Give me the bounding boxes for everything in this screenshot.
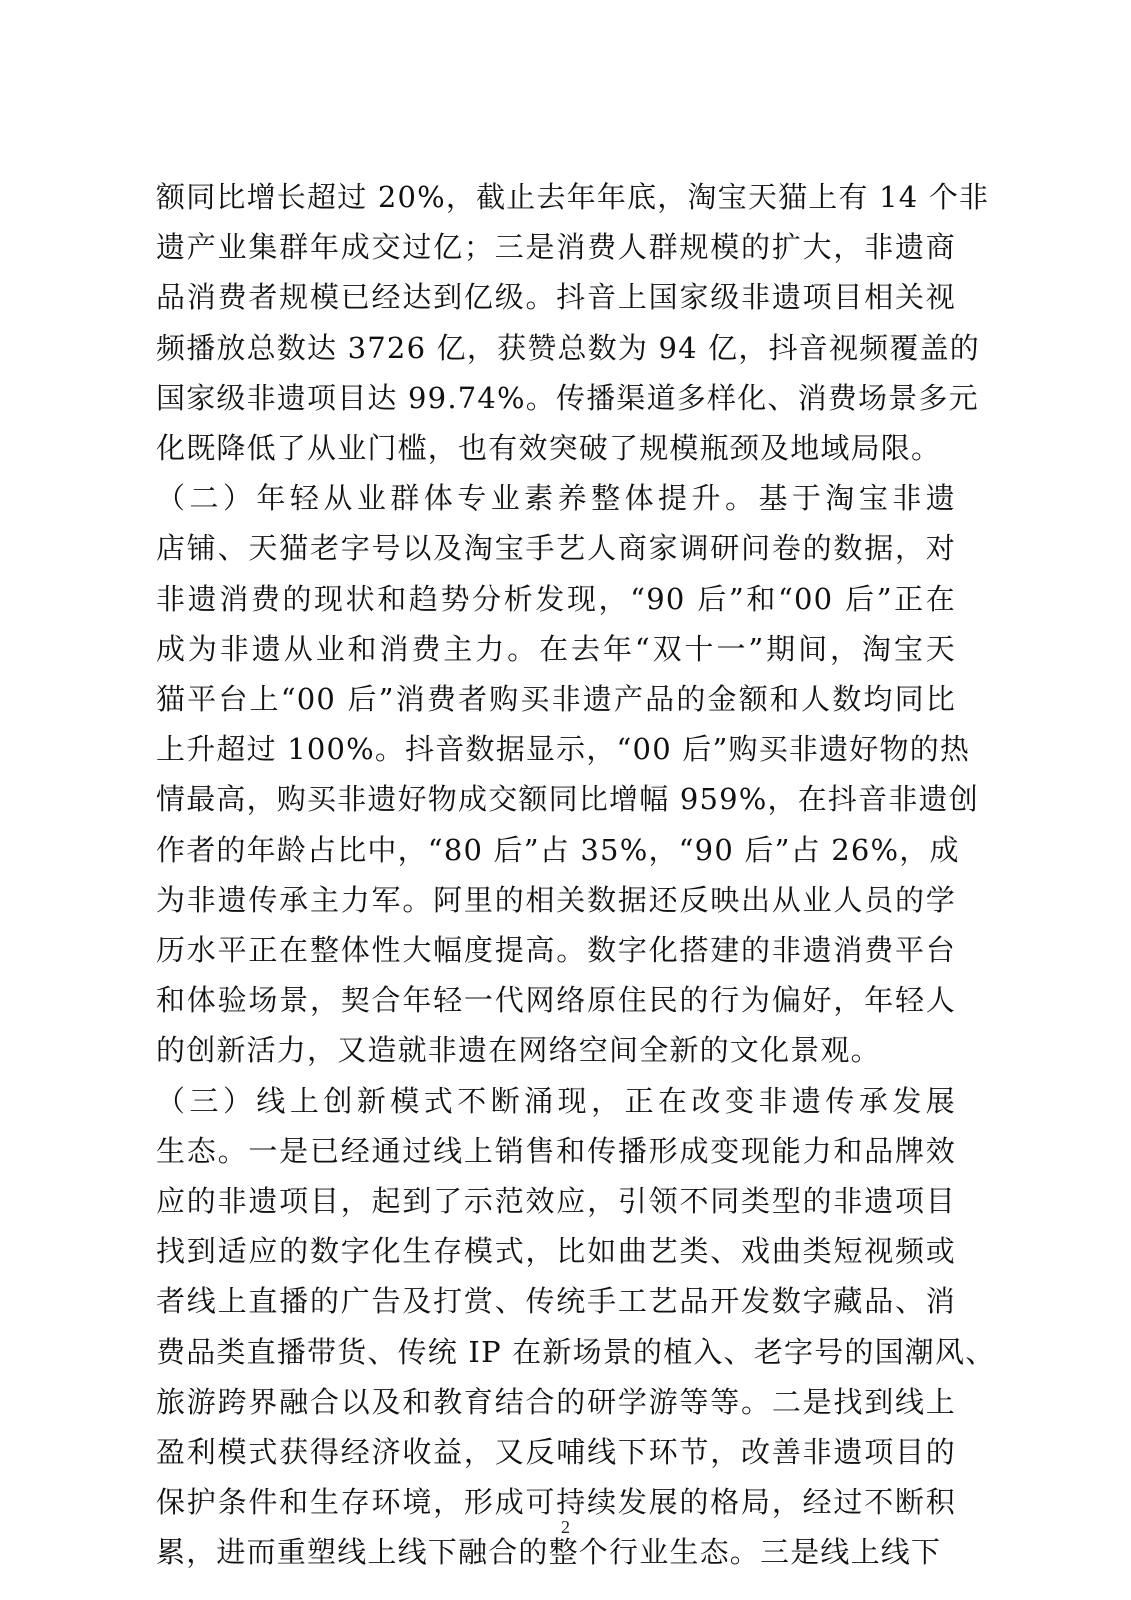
page-number: 2 <box>561 1517 570 1537</box>
text-line: 国家级非遗项目达 99.74%。传播渠道多样化、消费场景多元 <box>156 380 979 415</box>
body-text <box>156 172 996 1578</box>
text-line: 费品类直播带货、传统 IP 在新场景的植入、老字号的国潮风、 <box>156 1334 996 1369</box>
text-line: 品消费者规模已经达到亿级。抖音上国家级非遗项目相关视 <box>156 280 956 315</box>
text-line: 和体验场景，契合年轻一代网络原住民的行为偏好，年轻人 <box>156 983 956 1018</box>
text-line: （二）年轻从业群体专业素养整体提升。基于淘宝非遗 <box>156 481 956 516</box>
text-line: 生态。一是已经通过线上销售和传播形成变现能力和品牌效 <box>156 1133 956 1168</box>
text-line: 保护条件和生存环境，形成可持续发展的格局，经过不断积 <box>156 1485 956 1520</box>
text-line: 情最高，购买非遗好物成交额同比增幅 959%，在抖音非遗创 <box>156 782 979 817</box>
text-line: 额同比增长超过 20%，截止去年年底，淘宝天猫上有 14 个非 <box>156 180 990 214</box>
text-line: 作者的年龄占比中，“80 后”占 35%，“90 后”占 26%，成 <box>156 832 960 867</box>
text-line: 猫平台上“00 后”消费者购买非遗产品的金额和人数均同比 <box>156 682 956 717</box>
text-line: 遗产业集群年成交过亿；三是消费人群规模的扩大，非遗商 <box>156 230 956 265</box>
text-line: 为非遗传承主力军。阿里的相关数据还反映出从业人员的学 <box>156 882 956 917</box>
text-line: 盈利模式获得经济收益，又反哺线下环节，改善非遗项目的 <box>156 1435 956 1470</box>
text-line: 非遗消费的现状和趋势分析发现，“90 后”和“00 后”正在 <box>156 581 956 616</box>
text-line: 旅游跨界融合以及和教育结合的研学游等等。二是找到线上 <box>156 1384 956 1419</box>
text-line: 频播放总数达 3726 亿，获赞总数为 94 亿，抖音视频覆盖的 <box>156 330 980 365</box>
text-line: 累，进而重塑线上线下融合的整个行业生态。三是线上线下 <box>156 1535 942 1570</box>
text-line: 成为非遗从业和消费主力。在去年“双十一”期间，淘宝天 <box>156 631 956 666</box>
text-line: 者线上直播的广告及打赏、传统手工艺品开发数字藏品、消 <box>156 1284 956 1319</box>
text-line: （三）线上创新模式不断涌现，正在改变非遗传承发展 <box>156 1083 956 1118</box>
paragraph-1 <box>156 172 990 473</box>
text-line: 化既降低了从业门槛，也有效突破了规模瓶颈及地域局限。 <box>156 431 942 466</box>
text-line: 上升超过 100%。抖音数据显示，“00 后”购买非遗好物的热 <box>156 732 971 767</box>
text-line: 历水平正在整体性大幅度提高。数字化搭建的非遗消费平台 <box>156 933 956 968</box>
paragraph-2 <box>156 473 979 1075</box>
paragraph-3 <box>156 1076 996 1578</box>
text-line: 的创新活力，又造就非遗在网络空间全新的文化景观。 <box>156 1033 881 1068</box>
text-line: 店铺、天猫老字号以及淘宝手艺人商家调研问卷的数据，对 <box>156 531 956 566</box>
text-line: 应的非遗项目，起到了示范效应，引领不同类型的非遗项目 <box>156 1184 956 1219</box>
text-line: 找到适应的数字化生存模式，比如曲艺类、戏曲类短视频或 <box>156 1234 956 1269</box>
